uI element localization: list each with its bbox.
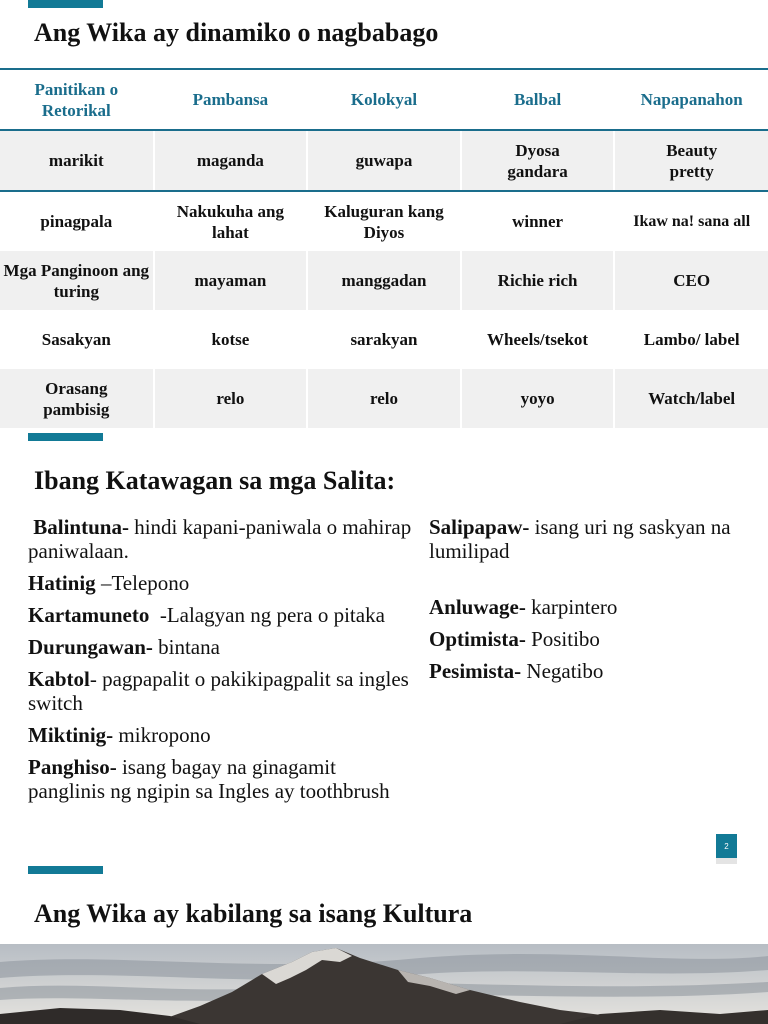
term-entry: [429, 627, 749, 651]
table-cell: manggadan: [307, 251, 461, 310]
term-word: Miktinig-: [28, 723, 114, 747]
page-number-shadow: [716, 858, 737, 864]
term-entry: [28, 571, 418, 595]
table-cell: Ikaw na! sana all: [614, 191, 768, 251]
table-cell: yoyo: [461, 369, 615, 428]
term-word: Pesimista-: [429, 659, 522, 683]
page-number-badge: 2: [716, 834, 737, 858]
term-entry: [28, 603, 418, 627]
terms-column-left: [28, 515, 418, 811]
table-cell: Beauty pretty: [614, 130, 768, 191]
term-word: Salipapaw-: [429, 515, 530, 539]
term-word: Balintuna-: [33, 515, 129, 539]
column-header: Balbal: [461, 69, 615, 130]
term-definition: Positibo: [525, 627, 600, 651]
table-cell: mayaman: [154, 251, 308, 310]
term-entry: [28, 515, 418, 563]
term-entry: [28, 635, 418, 659]
term-word: Optimista-: [429, 627, 526, 651]
table-cell: Watch/label: [614, 369, 768, 428]
table-cell: relo: [154, 369, 308, 428]
term-entry: [28, 755, 418, 803]
accent-bar-slide3: [28, 866, 103, 874]
table-cell: pinagpala: [0, 191, 154, 251]
table-cell: maganda: [154, 130, 308, 191]
term-definition: isang uri ng saskyan na lumilipad: [429, 515, 731, 563]
term-word: Kartamuneto: [28, 603, 150, 627]
table-row: [0, 130, 768, 191]
table-cell: Nakukuha ang lahat: [154, 191, 308, 251]
table-cell: guwapa: [307, 130, 461, 191]
table-cell: winner: [461, 191, 615, 251]
term-entry: [28, 723, 418, 747]
slide-title-kultura: Ang Wika ay kabilang sa isang Kultura: [34, 899, 473, 928]
term-word: Hatinig: [28, 571, 96, 595]
table-cell: Kaluguran kang Diyos: [307, 191, 461, 251]
table-cell: marikit: [0, 130, 154, 191]
slide-title-dinamiko: Ang Wika ay dinamiko o nagbabago: [34, 18, 439, 47]
term-word: Kabtol: [28, 667, 90, 691]
table-cell: Sasakyan: [0, 310, 154, 369]
column-header: Napapanahon: [614, 69, 768, 130]
table-cell: Mga Panginoon ang turing: [0, 251, 154, 310]
term-definition: isang bagay na ginagamit panglinis ng ngipin sa Ingles ay toothbrush: [28, 755, 390, 803]
column-header: Panitikan o Retorikal: [0, 69, 154, 130]
table-row: [0, 251, 768, 310]
term-entry: [429, 659, 749, 683]
term-definition: bintana: [152, 635, 220, 659]
term-entry: [429, 515, 749, 563]
term-definition: - pagpapalit o pakikipagpalit sa ingles switch: [28, 667, 409, 715]
term-definition: Negatibo: [521, 659, 604, 683]
column-header: Kolokyal: [307, 69, 461, 130]
table-cell: Richie rich: [461, 251, 615, 310]
slide-title-katawagan: Ibang Katawagan sa mga Salita:: [34, 466, 396, 495]
term-definition: –Telepono: [95, 571, 190, 595]
term-definition: karpintero: [525, 595, 618, 619]
term-entry: [28, 667, 418, 715]
mountain-landscape-image: [0, 944, 768, 1024]
table-row: [0, 191, 768, 251]
term-word: Durungawan-: [28, 635, 153, 659]
term-definition: mikropono: [113, 723, 211, 747]
term-definition: hindi kapani-paniwala o mahirap paniwalaan.: [28, 515, 412, 563]
table-row: [0, 369, 768, 428]
table-cell: Orasang pambisig: [0, 369, 154, 428]
table-cell: kotse: [154, 310, 308, 369]
table-cell: relo: [307, 369, 461, 428]
table-row: [0, 310, 768, 369]
language-levels-table: [0, 68, 768, 428]
table-cell: Wheels/tsekot: [461, 310, 615, 369]
term-word: Panghiso-: [28, 755, 117, 779]
table-header-row: [0, 69, 768, 130]
table-cell: CEO: [614, 251, 768, 310]
accent-bar-top: [28, 0, 103, 8]
terms-column-right: [429, 515, 749, 691]
term-definition: -Lalagyan ng pera o pitaka: [149, 603, 385, 627]
table-cell: Lambo/ label: [614, 310, 768, 369]
term-entry: [429, 595, 749, 619]
term-word: Anluwage-: [429, 595, 526, 619]
table-cell: sarakyan: [307, 310, 461, 369]
table-cell: Dyosa gandara: [461, 130, 615, 191]
accent-bar-slide2: [28, 433, 103, 441]
column-header: Pambansa: [154, 69, 308, 130]
